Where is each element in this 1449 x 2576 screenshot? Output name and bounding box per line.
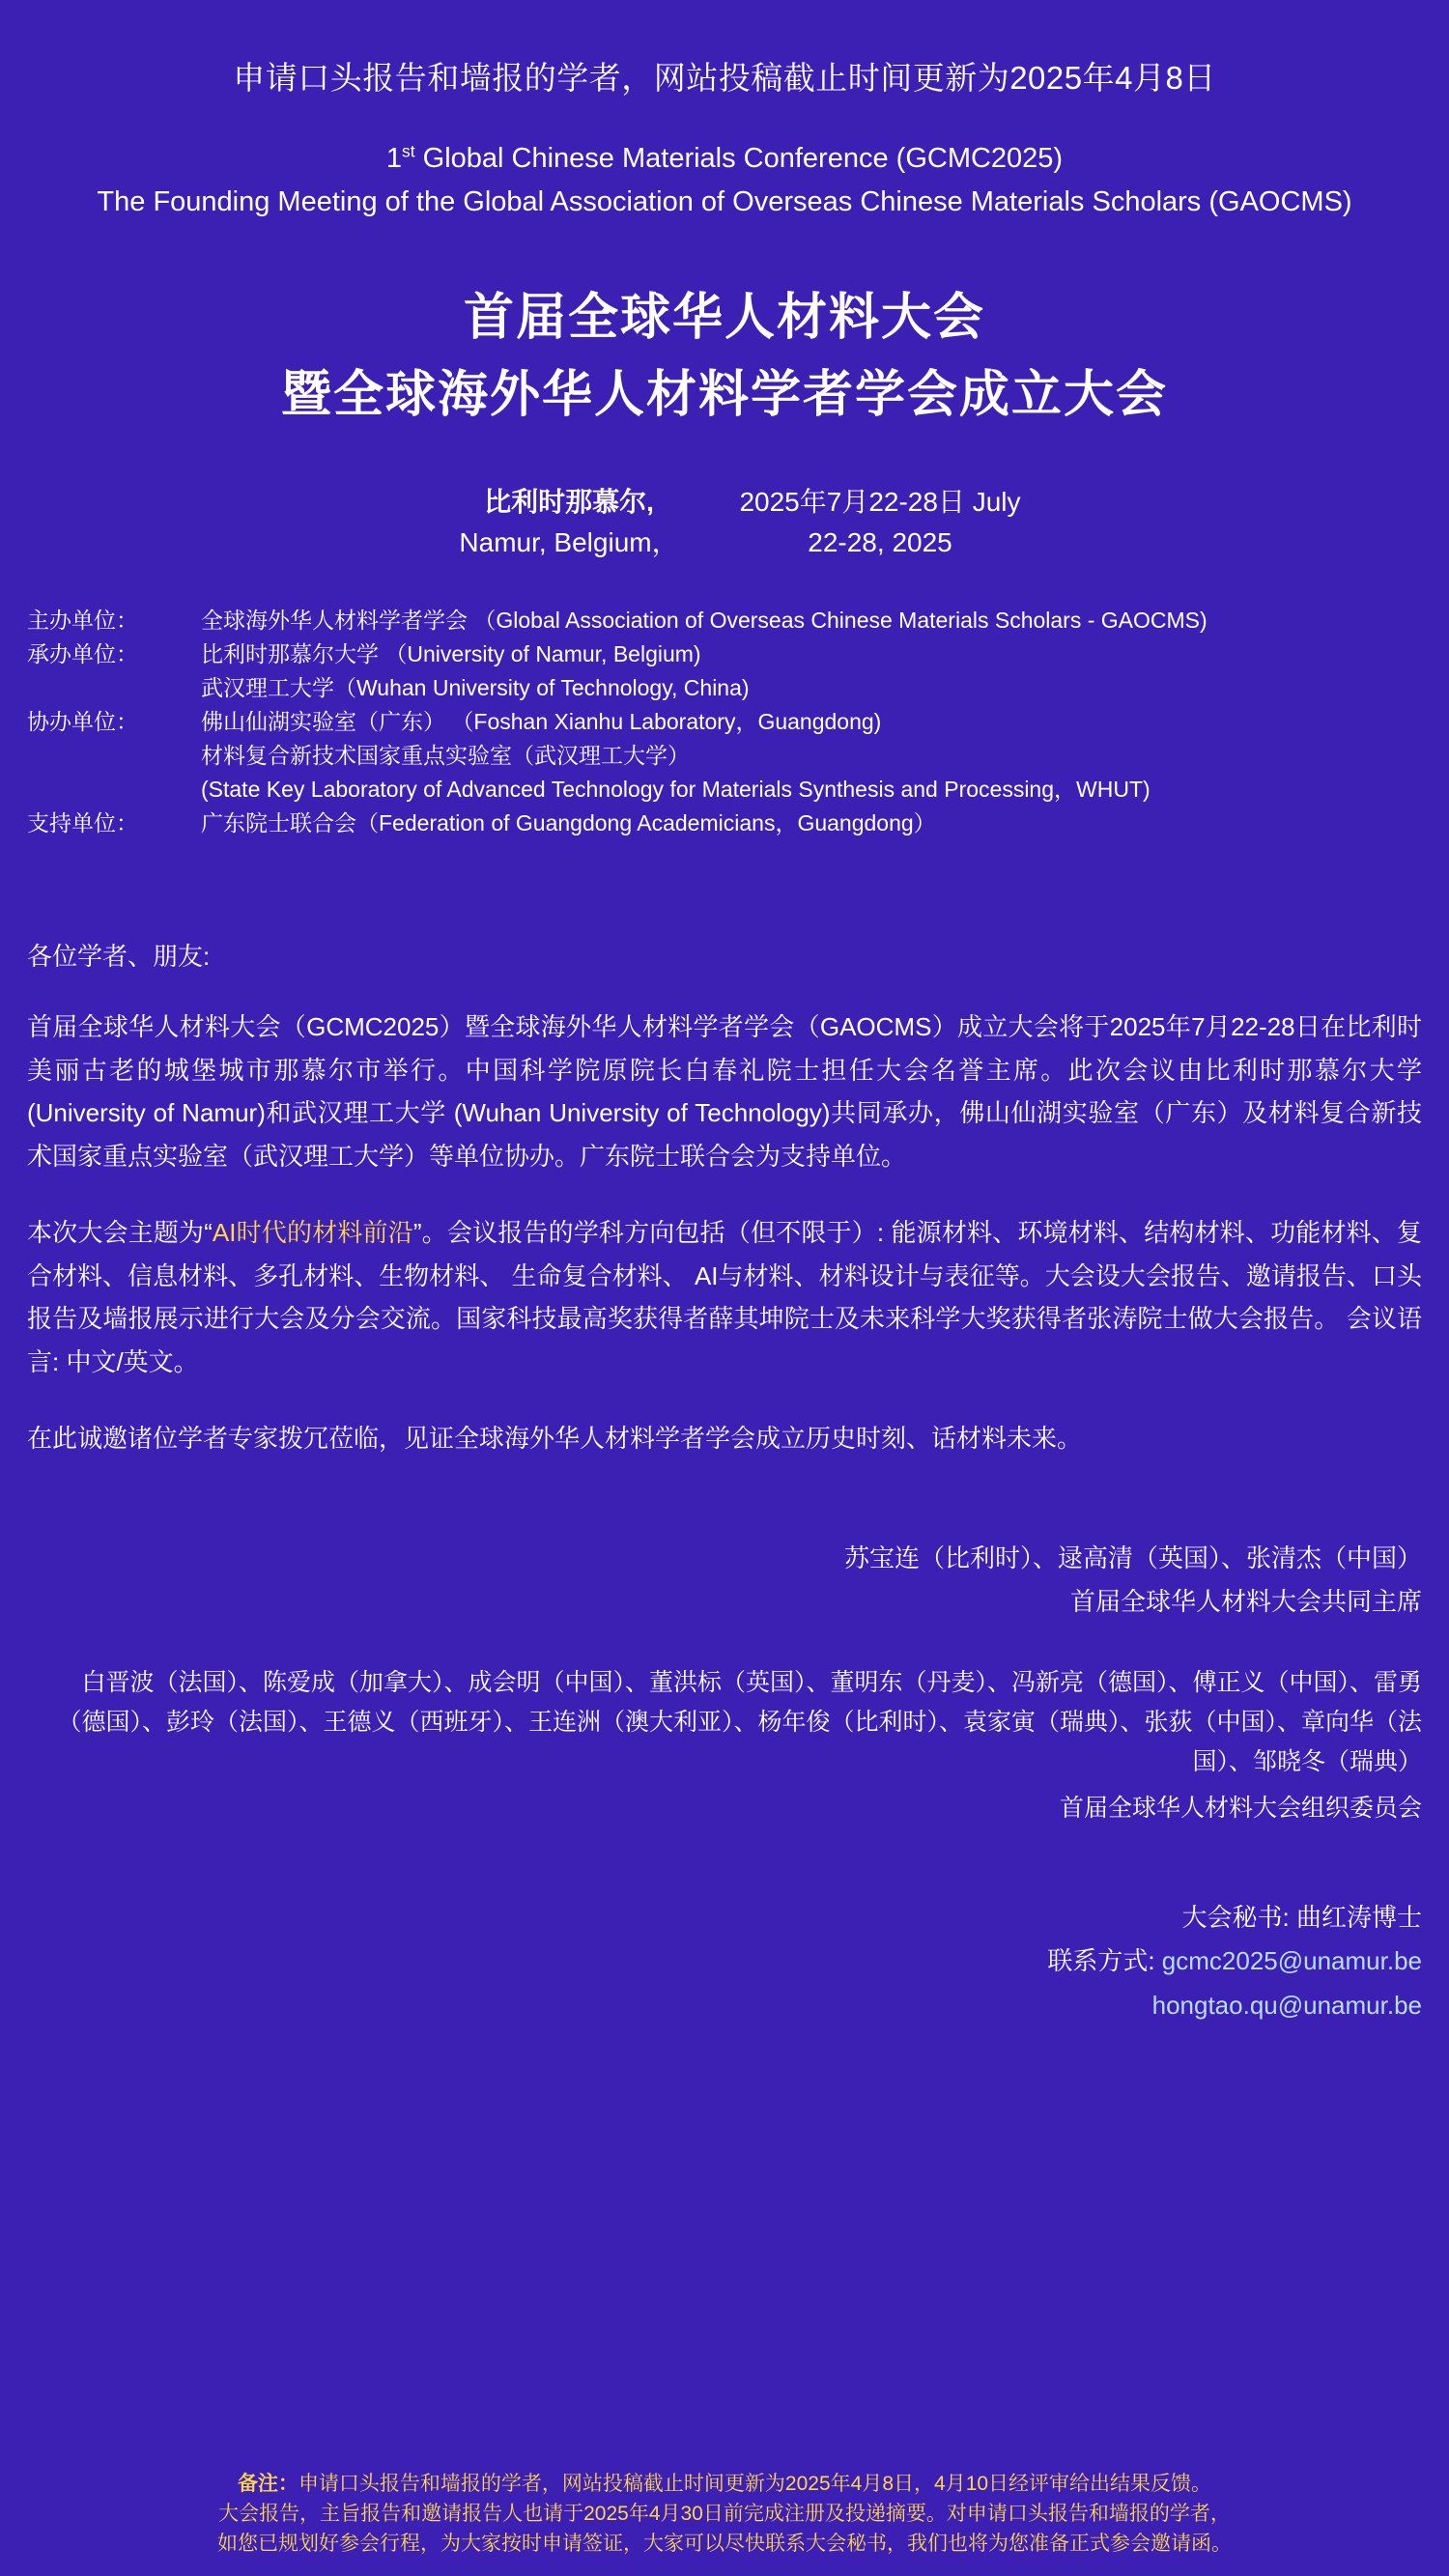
- committee-names: 白晋波（法国）、陈爱成（加拿大）、成会明（中国）、董洪标（英国）、董明东（丹麦）、冯新亮（德国）、傅正义（中国）、雷勇（德国）、彭玲（法国）、王德义（西班牙）、王连洲（澳大利亚）、杨年俊（比利时）、袁家寅（瑞典）、张荻（中国）、章向华（法国）、邹晓冬（瑞典）: [57, 1668, 1422, 1776]
- salutation: 各位学者、朋友:: [27, 941, 211, 971]
- organization-value: (State Key Laboratory of Advanced Technology for Materials Synthesis and Processing，WHUT): [201, 777, 1151, 803]
- footnote: [27, 2469, 1422, 2559]
- venue-block: [27, 482, 1422, 563]
- paragraph-two-pre: 本次大会主题为“: [27, 1217, 213, 1247]
- english-title: [27, 137, 1422, 224]
- footnote-label: 备注：: [237, 2472, 298, 2495]
- english-title-ordinal-suffix: st: [402, 141, 415, 161]
- organization-label: 支持单位：: [27, 809, 138, 835]
- venue-date-cn: 2025年7月22-28日: [739, 487, 965, 518]
- organization-row: [27, 739, 1422, 773]
- english-title-line2: The Founding Meeting of the Global Association of Overseas Chinese Materials Scholars (GAOCMS): [97, 185, 1352, 217]
- footnote-line3: 如您已规划好参会行程，为大家按时申请签证，大家可以尽快联系大会秘书，我们也将为您准备正式参会邀请函。: [217, 2532, 1232, 2555]
- english-title-line1-text: Global Chinese Materials Conference (GCMC2025): [414, 143, 1064, 174]
- organization-value: 全球海外华人材料学者学会 （Global Association of Overseas Chinese Materials Scholars - GAOCMS): [201, 608, 1208, 634]
- paragraph-one: 首届全球华人材料大会（GCMC2025）暨全球海外华人材料学者学会（GAOCMS）成立大会将于2025年7月22-28日在比利时美丽古老的城堡城市那慕尔市举行。中国科学院原院长白春礼院士担任大会名誉主席。此次会议由比利时那慕尔大学 (University of Namur)和武汉理工大学 (Wuhan University of Technology)共同承办，佛山仙湖实验室（广东）及材料复合新技术国家重点实验室（武汉理工大学）等单位协办。广东院士联合会为支持单位。: [27, 1011, 1422, 1172]
- organization-value: 比利时那慕尔大学 （University of Namur, Belgium): [201, 641, 701, 667]
- organization-row: [27, 604, 1422, 637]
- organization-value: 材料复合新技术国家重点实验室（武汉理工大学）: [201, 743, 690, 769]
- venue-place: [424, 482, 714, 563]
- footnote-line1: [27, 2469, 1422, 2499]
- footnote-line1-text: 申请口头报告和墙报的学者，网站投稿截止时间更新为2025年4月8日，4月10日经评审给出结果反馈。: [298, 2472, 1212, 2495]
- organizations-list: [27, 604, 1422, 840]
- organization-row: [27, 637, 1422, 671]
- venue-place-en: Namur, Belgium，: [459, 527, 679, 558]
- organization-row: [27, 807, 1422, 840]
- chinese-title-line2: 暨全球海外华人材料学者学会成立大会: [280, 367, 1168, 424]
- organization-value: 佛山仙湖实验室（广东） （Foshan Xianhu Laboratory，Guangdong): [201, 709, 882, 735]
- chairs-title: 首届全球华人材料大会共同主席: [1069, 1586, 1422, 1616]
- english-title-line1: [386, 143, 1063, 174]
- organization-label: 主办单位：: [27, 608, 138, 634]
- english-title-ordinal: 1: [385, 143, 403, 174]
- paragraph-two-post: ”。会议报告的学科方向包括（但不限于）: 能源材料、环境材料、结构材料、功能材料、复合材料、信息材料、多孔材料、生物材料、 生命复合材料、 AI与材料、材料设计与表征等。大会设大会报告、邀请报告、口头报告及墙报展示进行大会及分会交流。国家科技最高奖获得者薛其坤院士及未来科学大奖获得者张涛院士做大会报告。 会议语言: 中文/英文。: [27, 1217, 1422, 1376]
- paragraph-three: 在此诚邀诸位学者专家拨冗莅临，见证全球海外华人材料学者学会成立历史时刻、话材料未来。: [27, 1423, 1083, 1453]
- footnote-line2: 大会报告，主旨报告和邀请报告人也请于2025年4月30日前完成注册及投递摘要。对申请口头报告和墙报的学者，: [218, 2502, 1231, 2525]
- organization-label: 承办单位：: [27, 641, 138, 667]
- chairs-signature: [27, 1537, 1422, 1622]
- organization-row: [27, 671, 1422, 705]
- contact-block: [27, 1896, 1422, 2028]
- venue-place-cn: 比利时那慕尔,: [484, 487, 654, 518]
- conference-theme: AI时代的材料前沿: [212, 1217, 413, 1247]
- contact-method-label: 联系方式:: [1047, 1946, 1162, 1976]
- secretary-line: 大会秘书: 曲红涛博士: [1181, 1902, 1422, 1932]
- paragraph-two: [27, 1211, 1422, 1384]
- committee-closing: 首届全球华人材料大会组织委员会: [1059, 1794, 1422, 1822]
- chairs-names: 苏宝连（比利时）、逯高清（英国）、张清杰（中国）: [843, 1543, 1422, 1573]
- venue-date-en: July 22-28, 2025: [808, 487, 1021, 558]
- organization-value: 武汉理工大学（Wuhan University of Technology, China): [201, 675, 750, 701]
- organization-row: [27, 705, 1422, 739]
- organization-label: 协办单位：: [27, 709, 138, 735]
- contact-email-secondary[interactable]: hongtao.qu@unamur.be: [1151, 1990, 1422, 2020]
- top-notice: 申请口头报告和墙报的学者，网站投稿截止时间更新为2025年4月8日: [233, 60, 1216, 96]
- venue-dates: [735, 482, 1025, 563]
- organizing-committee: [27, 1663, 1422, 1828]
- contact-method-line: [27, 1939, 1422, 1984]
- chinese-title-line1: 首届全球华人材料大会: [463, 289, 985, 346]
- organization-row: [27, 773, 1422, 807]
- chinese-title: [27, 284, 1422, 429]
- organization-value: 广东院士联合会（Federation of Guangdong Academicians，Guangdong）: [201, 809, 936, 835]
- contact-email-primary[interactable]: gcmc2025@unamur.be: [1161, 1946, 1422, 1976]
